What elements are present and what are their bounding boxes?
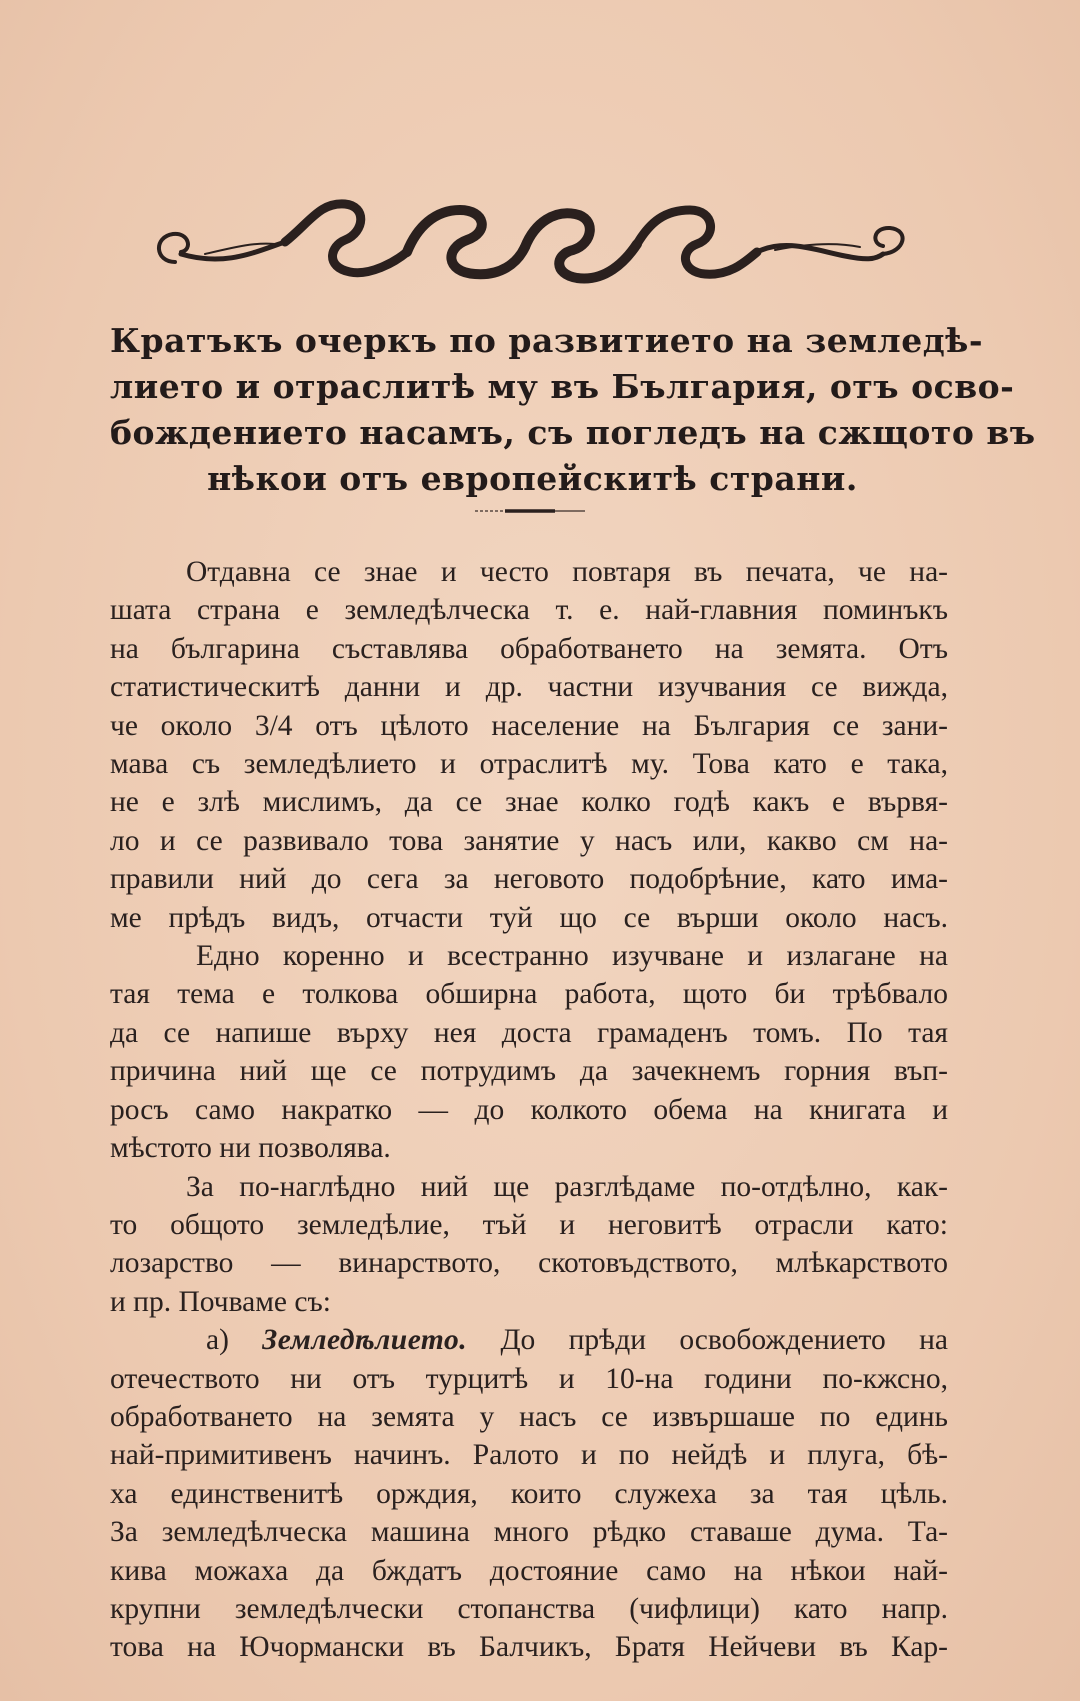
text-line: тая тема е толкова обширна работа, щото би трѣбвало xyxy=(110,978,948,1011)
text-line: то общото земледѣлие, тъй и неговитѣ отрасли като: xyxy=(110,1208,948,1241)
title-line: Кратъкъ очеркъ по развитието на земледѣ- xyxy=(110,321,984,360)
section-a-first-line xyxy=(110,1321,948,1359)
text-line: За по-наглѣдно ний ще разглѣдаме по-отдѣлно, как- xyxy=(186,1170,948,1203)
text-line: За земледѣлческа машина много рѣдко ставаше дума. Та- xyxy=(110,1516,948,1549)
text-line: на българина съставлява обработването на земята. Отъ xyxy=(110,632,948,665)
text-line: ло и се развивало това занятие у насъ или, какво см на- xyxy=(110,824,948,857)
title-divider xyxy=(475,508,585,514)
text-line: лозарство –– винарството, скотовъдството, млѣкарството xyxy=(110,1247,948,1280)
text-line: мава съ земледѣлието и отраслитѣ му. Това като е така, xyxy=(110,748,948,781)
body-text xyxy=(110,553,948,1667)
text-line: шата страна е земледѣлческа т. е. най-главния поминъкъ xyxy=(110,594,948,627)
text-line: и пр. Почваме съ: xyxy=(110,1285,331,1318)
section-first-text: До прѣди освобождението на xyxy=(500,1324,949,1357)
title-line: лието и отраслитѣ му въ България, отъ осво- xyxy=(110,367,1015,406)
text-line: не е злѣ мислимъ, да се знае колко годѣ какъ е вървя- xyxy=(110,786,948,819)
chapter-title xyxy=(110,318,1036,502)
text-line: росъ само накратко — до колкото обема на книгата и xyxy=(110,1093,948,1126)
text-line: отечеството ни отъ турцитѣ и 10-на години по-кжсно, xyxy=(110,1362,948,1395)
text-line: това на Ючормански въ Балчикъ, Братя Нейчеви въ Кар- xyxy=(110,1631,948,1664)
text-line: че около 3/4 отъ цѣлото население на България се зани- xyxy=(110,709,948,742)
text-line: обработването на земята у насъ се извършаше по единь xyxy=(110,1400,948,1433)
text-line: ме прѣдъ видъ, отчасти туй що се върши около насъ. xyxy=(110,901,948,934)
section-marker: а) xyxy=(206,1324,229,1357)
text-line: да се напише върху нея доста грамаденъ томъ. По тая xyxy=(110,1016,948,1049)
text-line: Отдавна се знае и често повтаря въ печата, че на- xyxy=(186,556,948,588)
text-line: причина ний ще се потрудимъ да зачекнемъ горния въп- xyxy=(110,1055,948,1088)
decorative-ornament xyxy=(145,192,915,302)
text-line: кива можаха да бждатъ достояние само на нѣкои най- xyxy=(110,1554,948,1587)
title-line: нѣкои отъ европейскитѣ страни. xyxy=(207,459,858,498)
text-line: ха единственитѣ орждия, които служеха за тая цѣль. xyxy=(110,1477,948,1510)
title-line: бождението насамъ, съ погледъ на сжщото въ xyxy=(110,413,1036,452)
section-heading: Земледѣлието. xyxy=(262,1324,468,1357)
text-line: най-примитивенъ начинъ. Ралото и по нейдѣ и плуга, бѣ- xyxy=(110,1439,948,1472)
text-line: статистическитѣ данни и др. частни изучвания се вижда, xyxy=(110,671,948,704)
text-line: Едно коренно и всестранно изучване и излагане на xyxy=(196,940,948,973)
text-line: правили ний до сега за неговото подобрѣние, като има- xyxy=(110,863,948,896)
text-line: мѣстото ни позволява. xyxy=(110,1132,391,1165)
text-line: крупни земледѣлчески стопанства (чифлици) като напр. xyxy=(110,1592,948,1625)
